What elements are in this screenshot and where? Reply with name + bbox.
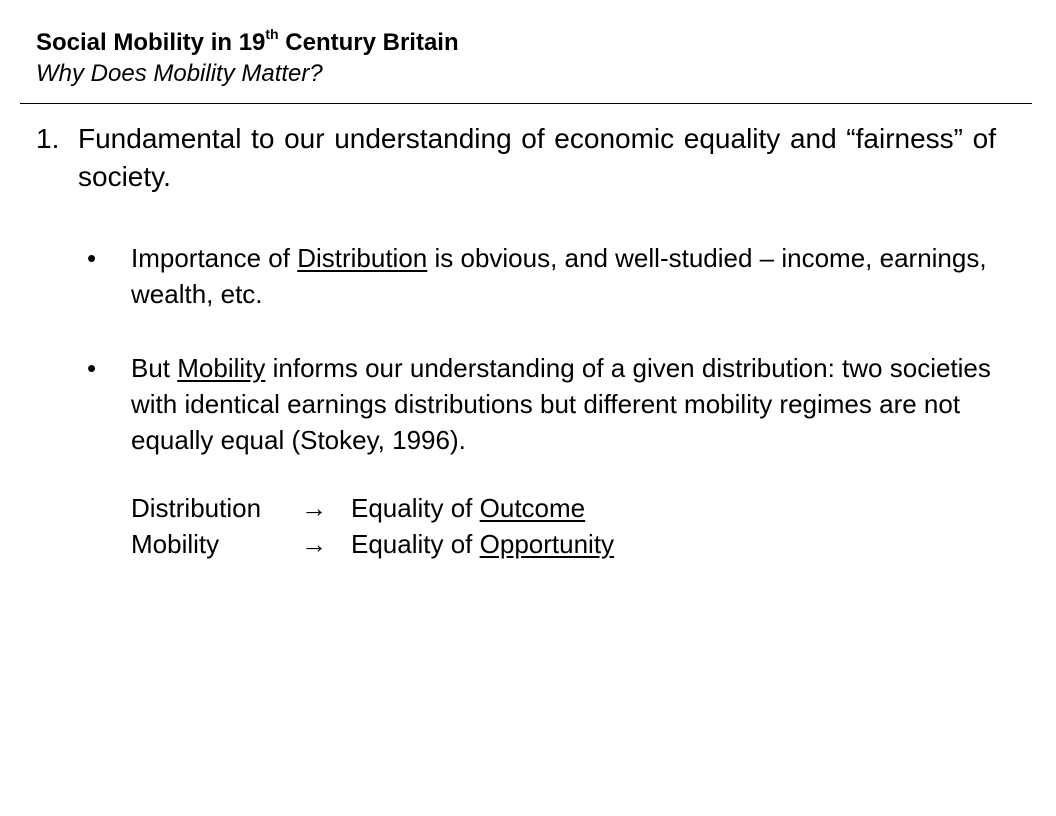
- bullet-text-post: is obvious, and well-studied – income, earnings, wealth, etc.: [131, 243, 987, 309]
- mapping-result: [351, 526, 614, 562]
- slide-subtitle: Why Does Mobility Matter?: [36, 60, 323, 87]
- point-text: Fundamental to our understanding of economic equality and “fairness” of society.: [78, 123, 996, 192]
- underlined-term-outcome: Outcome: [479, 493, 586, 523]
- mapping-result-pre: Equality of: [351, 529, 480, 559]
- header-divider: [20, 103, 1032, 104]
- title-superscript: th: [265, 26, 279, 42]
- slide-header: [36, 27, 459, 89]
- right-arrow-icon: →: [301, 529, 327, 559]
- title-suffix: Century Britain: [278, 29, 459, 56]
- mapping-concept: Distribution: [131, 493, 262, 523]
- bullet-mobility: [87, 350, 1007, 458]
- bullet-text-pre: But: [131, 353, 178, 383]
- bullet-text: [131, 350, 1007, 458]
- right-arrow-icon: →: [301, 493, 327, 523]
- point-number: 1.: [36, 123, 60, 154]
- numbered-point-1: [36, 120, 996, 196]
- underlined-term-distribution: Distribution: [297, 243, 428, 273]
- slide-title: [36, 27, 459, 59]
- bullet-text-pre: Importance of: [131, 243, 298, 273]
- bullet-distribution: [87, 240, 1007, 312]
- title-prefix: Social Mobility in 19: [36, 29, 266, 56]
- mapping-row-distribution: [131, 490, 614, 526]
- mapping-row-mobility: [131, 526, 614, 562]
- mapping-result: [351, 490, 585, 526]
- bullet-icon: •: [87, 353, 97, 383]
- mapping-result-pre: Equality of: [351, 493, 480, 523]
- bullet-text-post: informs our understanding of a given distribution: two societies with identical earnings distributions but different mobility regimes are not equally equal (Stokey, 1996).: [131, 353, 991, 455]
- bullet-icon: •: [87, 243, 97, 273]
- underlined-term-opportunity: Opportunity: [479, 529, 615, 559]
- bullet-text: [131, 240, 1007, 312]
- underlined-term-mobility: Mobility: [177, 353, 266, 383]
- mapping-concept: Mobility: [131, 529, 220, 559]
- concept-mapping: [131, 490, 614, 562]
